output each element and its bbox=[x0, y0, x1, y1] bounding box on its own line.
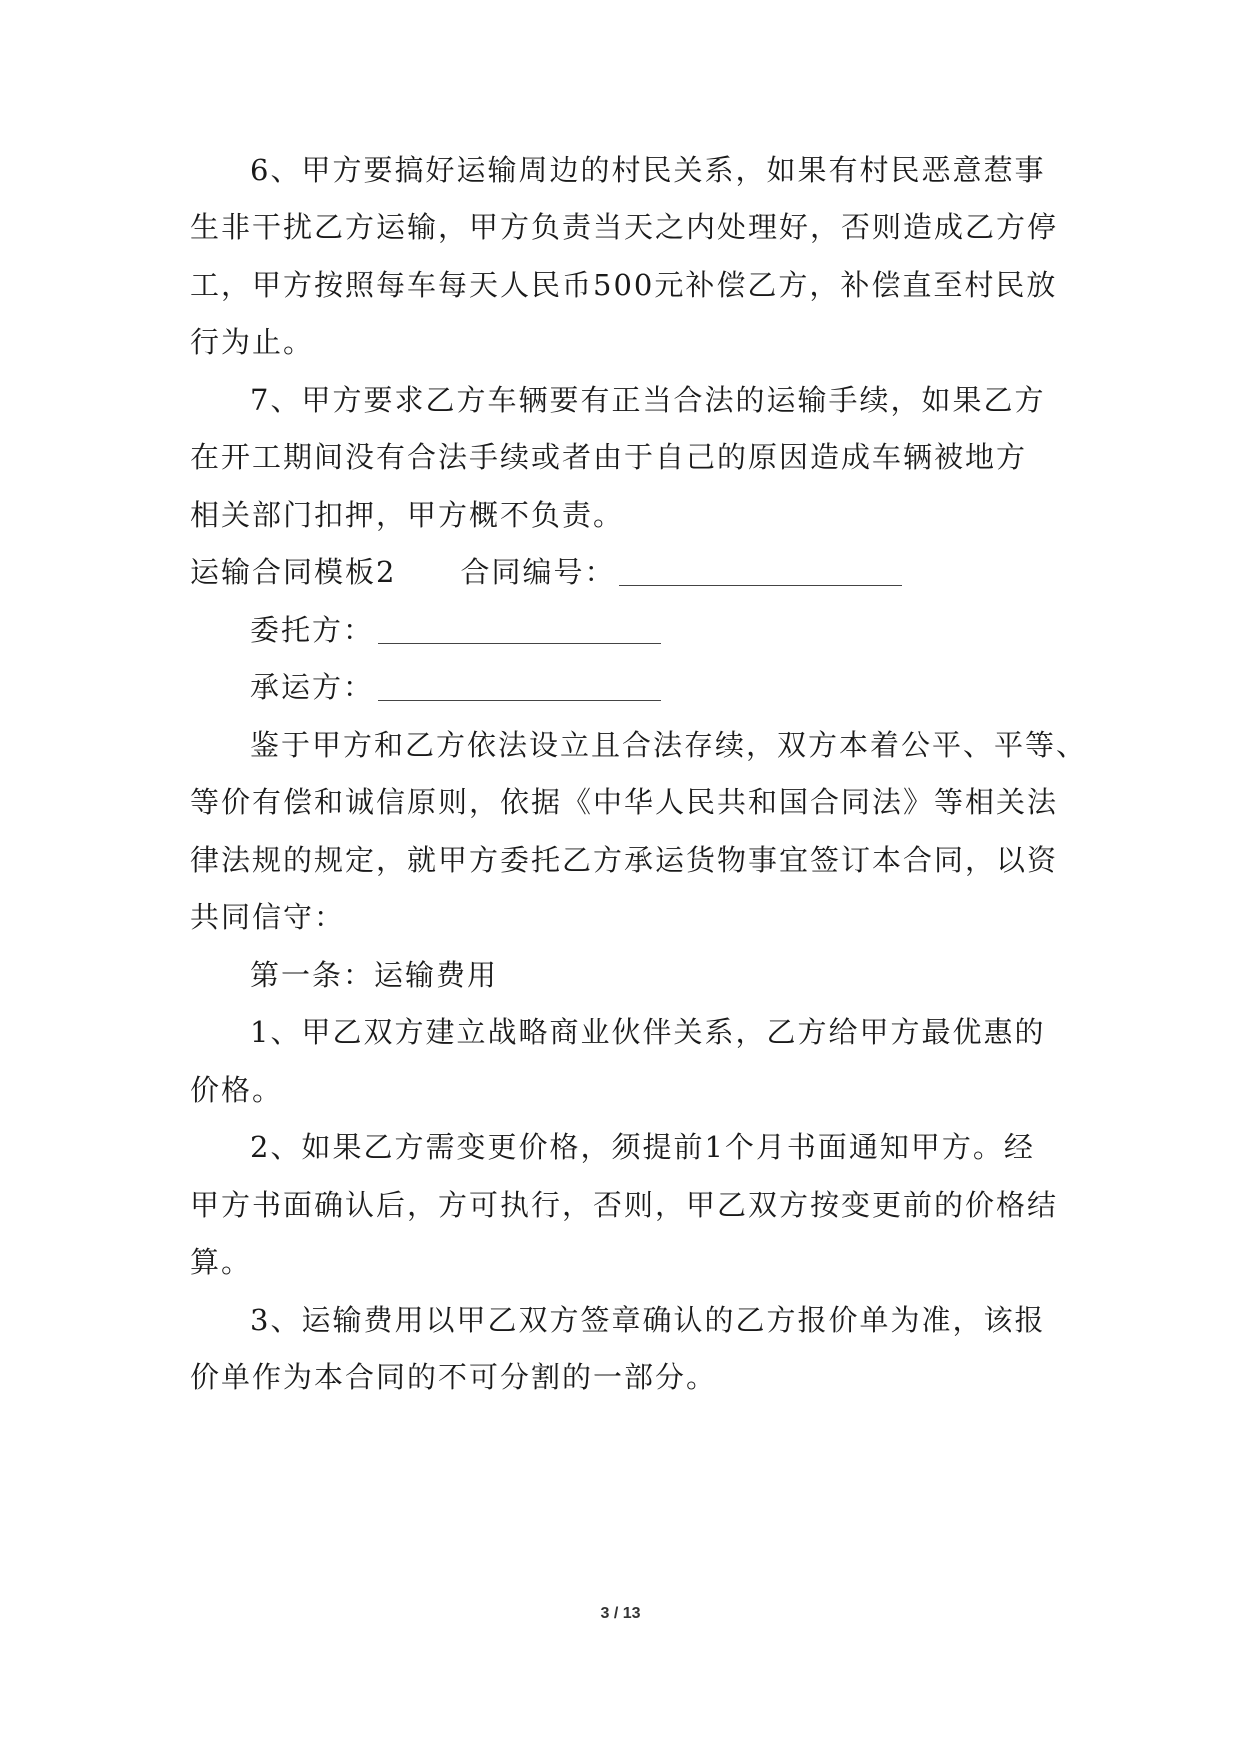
contract-no-label: 合同编号： bbox=[460, 555, 616, 589]
paragraph-7-line-3: 相关部门扣押，甲方概不负责。 bbox=[190, 498, 625, 532]
paragraph-6-line-1: 6、甲方要搞好运输周边的村民关系，如果有村民恶意惹事 bbox=[250, 153, 1046, 187]
preamble-line-4: 共同信守： bbox=[190, 900, 346, 934]
item-1-line-2: 价格。 bbox=[190, 1073, 284, 1107]
template-heading-line bbox=[190, 552, 902, 592]
item-2-line-1: 2、如果乙方需变更价格，须提前1个月书面通知甲方。经 bbox=[250, 1130, 1035, 1164]
paragraph-6-line-3: 工，甲方按照每车每天人民币500元补偿乙方，补偿直至村民放 bbox=[190, 268, 1058, 302]
preamble-line-3: 律法规的规定，就甲方委托乙方承运货物事宜签订本合同，以资 bbox=[190, 843, 1059, 877]
page-number: 3 / 13 bbox=[600, 1605, 641, 1622]
carrier-blank bbox=[378, 674, 661, 701]
paragraph-7-line-2: 在开工期间没有合法手续或者由于自己的原因造成车辆被地方 bbox=[190, 440, 1028, 474]
template-title: 运输合同模板2 bbox=[190, 555, 397, 589]
item-2-line-2: 甲方书面确认后，方可执行，否则，甲乙双方按变更前的价格结 bbox=[190, 1188, 1059, 1222]
preamble-line-2: 等价有偿和诚信原则，依据《中华人民共和国合同法》等相关法 bbox=[190, 785, 1059, 819]
carrier-label: 承运方： bbox=[250, 670, 375, 704]
client-label: 委托方： bbox=[250, 613, 375, 647]
paragraph-6-line-2: 生非干扰乙方运输，甲方负责当天之内处理好，否则造成乙方停 bbox=[190, 210, 1059, 244]
item-3-line-2: 价单作为本合同的不可分割的一部分。 bbox=[190, 1360, 718, 1394]
article-1-title: 第一条：运输费用 bbox=[250, 958, 499, 992]
paragraph-7-line-1: 7、甲方要求乙方车辆要有正当合法的运输手续，如果乙方 bbox=[250, 383, 1046, 417]
paragraph-6-line-4: 行为止。 bbox=[190, 325, 315, 359]
client-blank bbox=[378, 617, 661, 644]
item-2-line-3: 算。 bbox=[190, 1245, 253, 1279]
preamble-line-1: 鉴于甲方和乙方依法设立且合法存续，双方本着公平、平等、 bbox=[250, 728, 1088, 762]
carrier-line bbox=[250, 667, 661, 707]
item-3-line-1: 3、运输费用以甲乙双方签章确认的乙方报价单为准，该报 bbox=[250, 1303, 1046, 1337]
client-line bbox=[250, 610, 661, 650]
item-1-line-1: 1、甲乙双方建立战略商业伙伴关系，乙方给甲方最优惠的 bbox=[250, 1015, 1046, 1049]
contract-no-blank bbox=[619, 559, 902, 586]
